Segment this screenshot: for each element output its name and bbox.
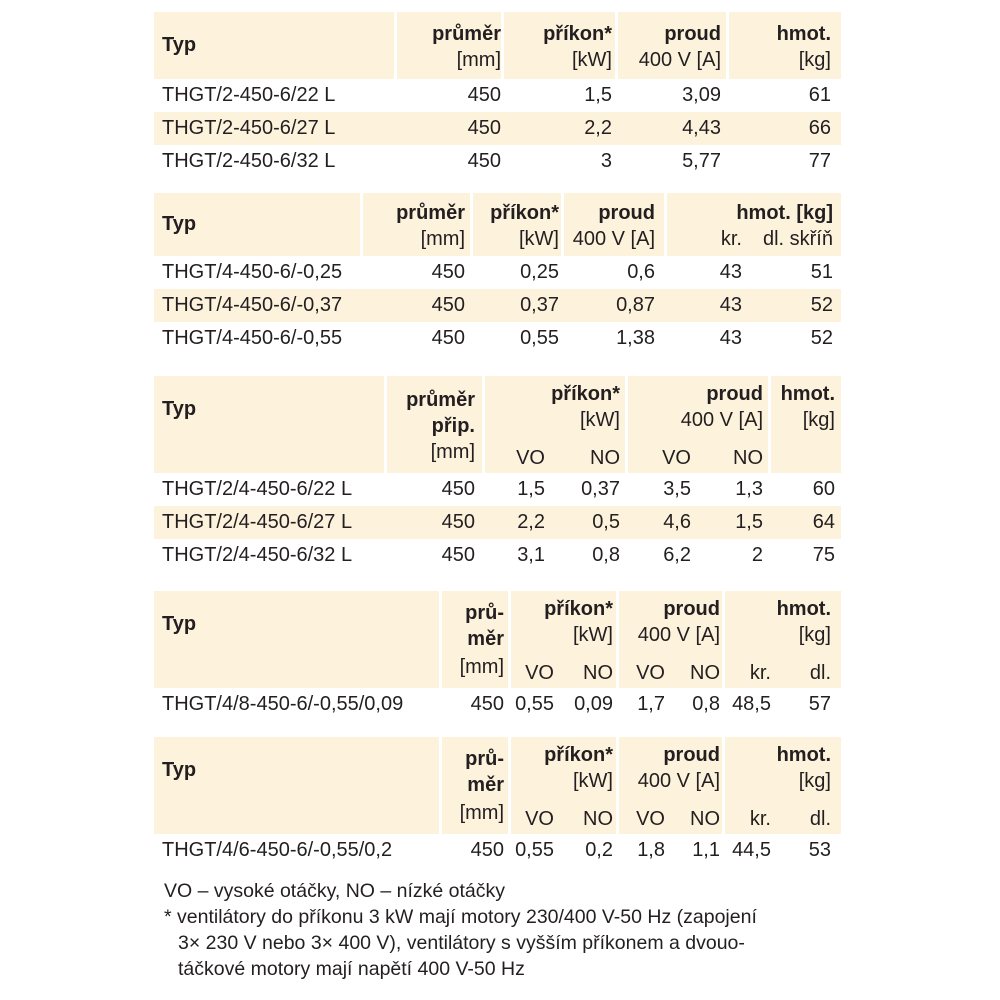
col-proud-no: NO xyxy=(690,808,720,830)
table-row: THGT/4/8-450-6/-0,55/0,09 450 0,55 0,09 1,7 0,8 48,5 57 xyxy=(162,693,831,715)
col-hmot-header: hmot. xyxy=(776,744,831,766)
col-proud-header: proud xyxy=(706,383,763,405)
col-prumer-unit: [mm] xyxy=(430,441,475,463)
col-hmot-header: hmot. [kg] xyxy=(736,202,833,224)
col-proud-vo: VO xyxy=(636,808,665,830)
table-2-header xyxy=(154,193,841,256)
col-typ-header: Typ xyxy=(162,759,197,781)
col-proud-unit: 400 V [A] xyxy=(572,228,655,250)
table-4 xyxy=(154,591,841,721)
col-prumer-unit: [mm] xyxy=(456,49,501,71)
note-legend: VO – vysoké otáčky, NO – nízké otáčky xyxy=(164,880,506,902)
col-prumer-unit: [mm] xyxy=(420,228,465,250)
note-asterisk-cont-2: táčkové motory mají napětí 400 V-50 Hz xyxy=(178,958,525,980)
col-prikon-header: příkon* xyxy=(490,202,559,224)
col-prikon-no: NO xyxy=(590,447,620,469)
col-prikon-unit: [kW] xyxy=(580,409,620,431)
col-proud-unit: 400 V [A] xyxy=(680,409,763,431)
col-prikon-header: příkon* xyxy=(544,598,613,620)
col-hmot-kr: kr. xyxy=(749,808,771,830)
col-prikon-unit: [kW] xyxy=(572,49,612,71)
col-typ-header: Typ xyxy=(162,213,197,235)
col-proud-unit: 400 V [A] xyxy=(637,770,720,792)
col-prikon-vo: VO xyxy=(516,447,545,469)
col-hmot-kr: kr. xyxy=(749,662,771,684)
table-4-header xyxy=(154,591,841,688)
col-prikon-vo: VO xyxy=(525,662,554,684)
col-proud-vo: VO xyxy=(636,662,665,684)
col-prumer-header: průměr xyxy=(432,23,501,45)
col-proud-header: proud xyxy=(663,744,720,766)
col-prikon-no: NO xyxy=(583,808,613,830)
table-row: THGT/2/4-450-6/27 L 450 2,2 0,5 4,6 1,5 64 xyxy=(154,506,841,539)
col-hmot-header: hmot. xyxy=(780,383,835,405)
col-prumer-unit: [mm] xyxy=(459,802,504,824)
col-proud-no: NO xyxy=(733,447,763,469)
col-hmot-unit: [kg] xyxy=(798,624,831,646)
col-prikon-header: příkon* xyxy=(543,23,612,45)
table-row: THGT/2/4-450-6/22 L 450 1,5 0,37 3,5 1,3 60 xyxy=(162,478,835,500)
table-row: THGT/2-450-6/27 L 450 2,2 4,43 66 xyxy=(154,112,841,145)
col-proud-unit: 400 V [A] xyxy=(637,624,720,646)
col-proud-vo: VO xyxy=(662,447,691,469)
col-prumer-header: prů- xyxy=(465,748,504,770)
col-hmot-header: hmot. xyxy=(776,23,831,45)
col-prumer-unit: [mm] xyxy=(459,656,504,678)
col-prumer-header: prů- xyxy=(465,602,504,624)
table-3 xyxy=(154,376,841,572)
col-prumer-header-2: přip. xyxy=(431,415,475,437)
col-proud-header: proud xyxy=(598,202,655,224)
col-prumer-header: průměr xyxy=(396,202,465,224)
col-prikon-header: příkon* xyxy=(551,383,620,405)
table-row: THGT/4-450-6/-0,25 450 0,25 0,6 43 51 xyxy=(162,261,833,283)
col-proud-unit: 400 V [A] xyxy=(638,49,721,71)
note-asterisk: * ventilátory do příkonu 3 kW mají motory 230/400 V-50 Hz (zapojení xyxy=(164,906,757,928)
col-typ-header: Typ xyxy=(162,398,197,420)
col-proud-no: NO xyxy=(690,662,720,684)
table-3-header xyxy=(154,376,841,473)
col-typ-header: Typ xyxy=(162,613,197,635)
col-hmot-dl: dl. xyxy=(809,662,831,684)
table-row: THGT/4-450-6/-0,37 450 0,37 0,87 43 52 xyxy=(154,289,841,322)
col-prikon-header: příkon* xyxy=(544,744,613,766)
table-row: THGT/2-450-6/22 L 450 1,5 3,09 61 xyxy=(162,84,831,106)
table-row: THGT/4/6-450-6/-0,55/0,2 450 0,55 0,2 1,8 1,1 44,5 53 xyxy=(162,839,831,861)
col-hmot-unit: [kg] xyxy=(798,770,831,792)
col-hmot-dl: dl. skříň xyxy=(762,228,833,250)
table-row: THGT/4-450-6/-0,55 450 0,55 1,38 43 52 xyxy=(162,327,833,349)
col-prikon-unit: [kW] xyxy=(573,770,613,792)
col-hmot-kr: kr. xyxy=(720,228,742,250)
footnotes xyxy=(164,878,844,982)
col-prikon-no: NO xyxy=(583,662,613,684)
col-typ-header: Typ xyxy=(162,34,197,56)
col-hmot-dl: dl. xyxy=(809,808,831,830)
table-5 xyxy=(154,737,841,867)
col-prikon-unit: [kW] xyxy=(573,624,613,646)
col-prikon-vo: VO xyxy=(525,808,554,830)
table-row: THGT/2/4-450-6/32 L 450 3,1 0,8 6,2 2 75 xyxy=(162,544,835,566)
col-proud-header: proud xyxy=(664,23,721,45)
col-hmot-header: hmot. xyxy=(776,598,831,620)
table-2 xyxy=(154,193,841,355)
col-prikon-unit: [kW] xyxy=(519,228,559,250)
table-5-header xyxy=(154,737,841,834)
note-asterisk-cont-1: 3× 230 V nebo 3× 400 V), ventilátory s vyšším příkonem a dvouo- xyxy=(178,932,745,954)
table-1 xyxy=(154,12,841,178)
table-row: THGT/2-450-6/32 L 450 3 5,77 77 xyxy=(162,150,831,172)
col-prumer-header: průměr xyxy=(406,389,475,411)
col-proud-header: proud xyxy=(663,598,720,620)
col-hmot-unit: [kg] xyxy=(802,409,835,431)
table-1-header xyxy=(154,12,841,79)
col-hmot-unit: [kg] xyxy=(798,49,831,71)
col-prumer-header-2: měr xyxy=(467,774,504,796)
col-prumer-header-2: měr xyxy=(467,628,504,650)
